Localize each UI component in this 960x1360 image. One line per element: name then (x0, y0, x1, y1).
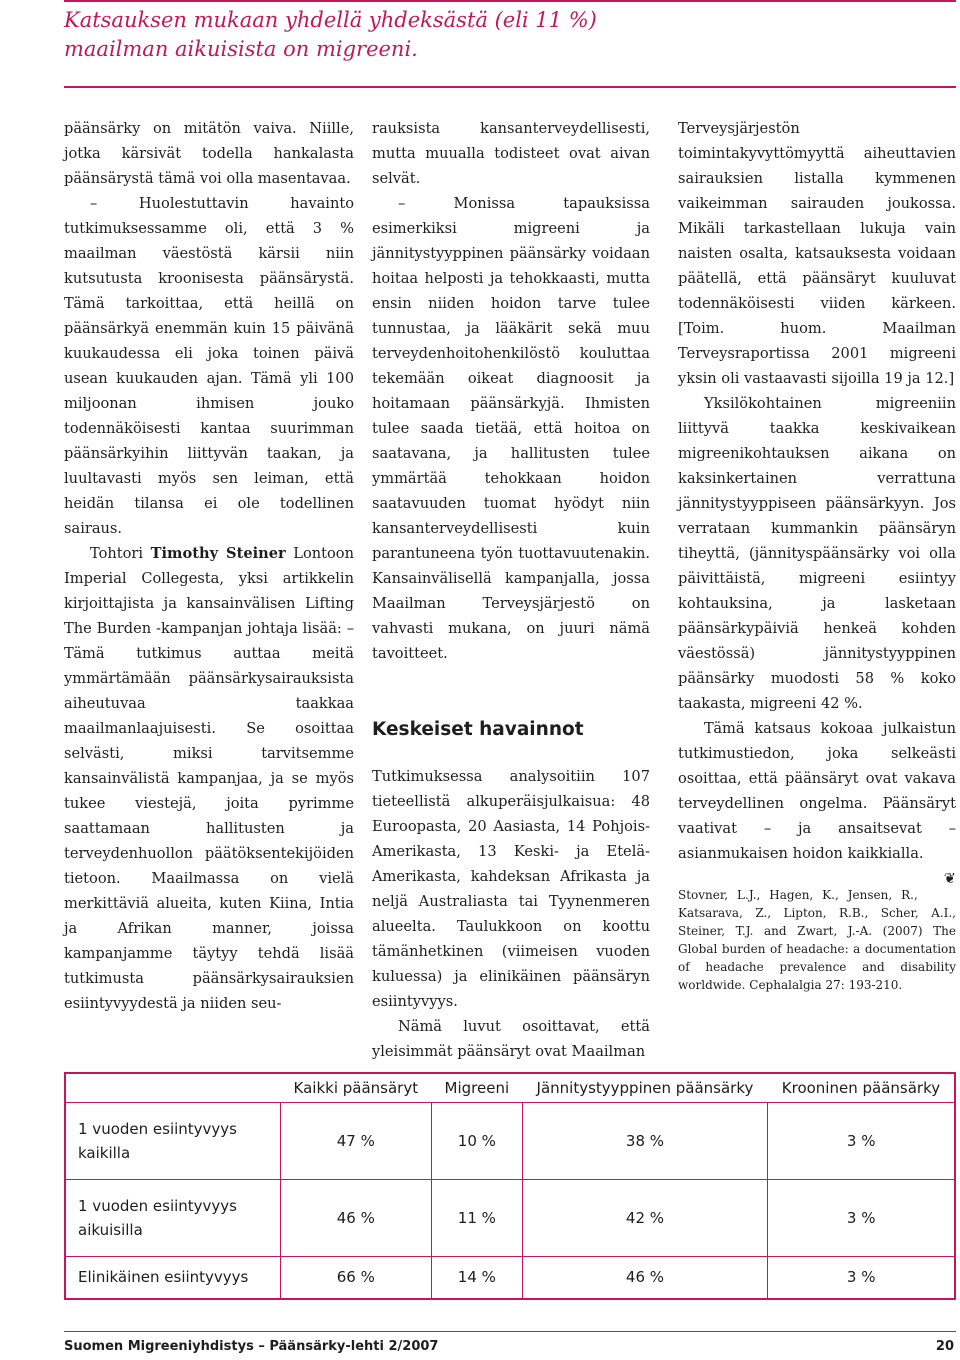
table-cell: 46 % (280, 1179, 432, 1256)
prevalence-table (64, 1072, 956, 1300)
table-row (65, 1103, 955, 1180)
table-cell: 14 % (432, 1256, 522, 1299)
col2-paragraph-1: rauksista kansanterveydellisesti, mutta muualla todisteet ovat aivan selvät. (372, 120, 650, 187)
table-cell: 3 % (768, 1256, 955, 1299)
pull-quote: Katsauksen mukaan yhdellä yhdeksästä (eli 11 %) maailman aikuisista on migreeni. (64, 8, 597, 61)
table-cell: 3 % (768, 1103, 955, 1180)
table-row (65, 1179, 955, 1256)
row-label: 1 vuoden esiintyvyys kaikilla (65, 1103, 280, 1180)
header-chronic: Krooninen päänsärky (781, 1079, 941, 1097)
table-header-row (65, 1073, 955, 1103)
col3-paragraph-1: Terveysjärjestön toimintakyvyttömyyttä aiheuttavien sairauksien listalla kymmenen vaikeimman sairauden joukossa. Mikäli tarkastellaan lukuja vain naisten osalta, katsauksesta voidaan päätellä, että päänsäryt kuuluvat todennäköisesti viiden kärkeen. [Toim. huom. Maailman Terveysraportissa 2001 migreeni yksin oli vastaavasti sijoilla 19 ja 12.] (678, 120, 956, 387)
table-corner-cell (65, 1073, 280, 1103)
table-cell: 10 % (432, 1103, 522, 1180)
pull-quote-rule (64, 86, 956, 88)
col1-paragraph-3 (64, 541, 354, 1016)
col2-paragraph-3: Tutkimuksessa analysoitiin 107 tieteellistä alkuperäisjulkaisua: 48 Euroopasta, 20 Aasiasta, 14 Pohjois-Amerikasta, 13 Keski- ja Etelä-Amerikasta, kahdeksan Afrikasta ja neljä Australiasta tai Tyynenmeren alueelta. Taulukkoon on koottu tämänhetkinen (viimeisen vuoden kuluessa) ja elinikäinen päänsäryn esiintyvyys. (372, 768, 650, 1010)
col1-paragraph-1: päänsärky on mitätön vaiva. Niille, jotka kärsivät todella hankalasta päänsärystä tämä voi olla masentavaa. (64, 120, 354, 187)
table-cell: 66 % (280, 1256, 432, 1299)
col3-p3-text: Tämä katsaus kokoaa julkaistun tutkimustiedon, joka selkeästi osoittaa, että päänsäryt ovat vakava terveydellinen ongelma. Päänsäryt vaativat – ja ansaitsevat – asianmukaisen hoidon kaikkialla. (678, 720, 956, 862)
col2-paragraph-4: Nämä luvut osoittavat, että yleisimmät päänsäryt ovat Maailman (372, 1018, 650, 1060)
col1-p3-post: Lontoon Imperial Collegesta, yksi artikkelin kirjoittajista ja kansainvälisen Lifting The Burden -kampanjan johtaja lisää: – Tämä tutkimus auttaa meitä ymmärtämään päänsärkysairauksista aiheutuvaa taakkaa maailmanlaajuisesti. Se osoittaa selvästi, miksi tarvitsemme kansainvälistä kampanjaa, ja se myös tukee viestejä, joita pyrimme saattamaan hallitusten ja terveydenhuollon päätöksentekijöiden tietoon. Maailmassa on vielä merkittäviä alueita, kuten Kiina, Intia ja Afrikan manner, joissa kampanjamme täytyy tehdä lisää tutkimusta päänsärkysairauksien esiintyvyydestä ja niiden seu- (64, 545, 354, 1012)
article-column-2 (372, 116, 650, 1064)
header-migraine: Migreeni (444, 1079, 510, 1097)
row-label: Elinikäinen esiintyvyys (65, 1256, 280, 1299)
row-label: 1 vuoden esiintyvyys aikuisilla (65, 1179, 280, 1256)
header-all-headaches: Kaikki päänsäryt (293, 1079, 419, 1097)
col3-paragraph-2: Yksilökohtainen migreeniin liittyvä taakka keskivaikean migreenikohtauksen aikana on kaksinkertainen verrattuna jännitystyyppiseen päänsärkyyn. Jos verrataan kummankin päänsäryn tiheyttä, (jännityspäänsärky voi olla päivittäistä, migreeni esiintyy kohtauksina, ja lasketaan päänsärkypäiviä henkeä kohden väestössä) jännitystyyppinen päänsärky muodosti 58 % koko taakasta, migreeni 42 %. (678, 395, 956, 712)
footer-rule (64, 1331, 956, 1332)
table-cell: 42 % (522, 1179, 768, 1256)
col1-paragraph-2: – Huolestuttavin havainto tutkimuksessamme oli, että 3 % maailman väestöstä kärsii niin kutsutusta kroonisesta päänsärystä. Tämä tarkoittaa, että heillä on päänsärkyä enemmän kuin 15 päivänä kuukaudessa eli joka toinen päivä usean kuukauden ajan. Tämä yli 100 miljoonan ihmisen jouko todennäköisesti kantaa suurimman päänsärkyihin liittyvän taakan, ja luultavasti myös sen leiman, että heidän tilansa ei ole todellinen sairaus. (64, 195, 354, 537)
table-cell: 47 % (280, 1103, 432, 1180)
section-heading: Keskeiset havainnot (372, 719, 584, 740)
table-row (65, 1256, 955, 1299)
col1-p3-pre: Tohtori (90, 545, 151, 562)
article-column-1 (64, 116, 354, 1016)
reference-citation: Stovner, L.J., Hagen, K., Jensen, R., Katsarava, Z., Lipton, R.B., Scher, A.I., Steiner, T.J. and Zwart, J.-A. (2007) The Global burden of headache: a documentation of headache prevalence and disability worldwide. Cephalalgia 27: 193-210. (678, 888, 956, 992)
table-cell: 11 % (432, 1179, 522, 1256)
page-number: 20 (935, 1339, 954, 1354)
fleuron-icon: ❦ (943, 870, 956, 887)
top-rule (64, 0, 956, 2)
col3-paragraph-3 (678, 716, 956, 887)
author-name: Timothy Steiner (150, 545, 286, 562)
footer-publication: Suomen Migreeniyhdistys – Päänsärky-lehti 2/2007 (64, 1339, 439, 1354)
col2-paragraph-2: – Monissa tapauksissa esimerkiksi migreeni ja jännitystyyppinen päänsärky voidaan hoitaa helposti ja tehokkaasti, mutta ensin niiden hoidon tarve tulee tunnustaa, ja lääkärit sekä muu terveydenhoitohenkilöstö kouluttaa tekemään oikeat diagnoosit ja hoitamaan päänsärkyjä. Ihmisten tulee saada tietää, että hoitoa on saatavana, ja hallitusten tulee ymmärtää tehokkaan hoidon saatavuuden tuomat hyödyt niin kansanterveydellisesti kuin parantuneena työn tuottavuutenakin. Kansainvälisellä kampanjalla, jossa Maailman Terveysjärjestö on vahvasti mukana, on juuri nämä tavoitteet. (372, 195, 650, 662)
table-cell: 38 % (522, 1103, 768, 1180)
table-cell: 3 % (768, 1179, 955, 1256)
table-cell: 46 % (522, 1256, 768, 1299)
header-tension-type: Jännitystyyppinen päänsärky (536, 1079, 754, 1097)
article-column-3 (678, 116, 956, 994)
